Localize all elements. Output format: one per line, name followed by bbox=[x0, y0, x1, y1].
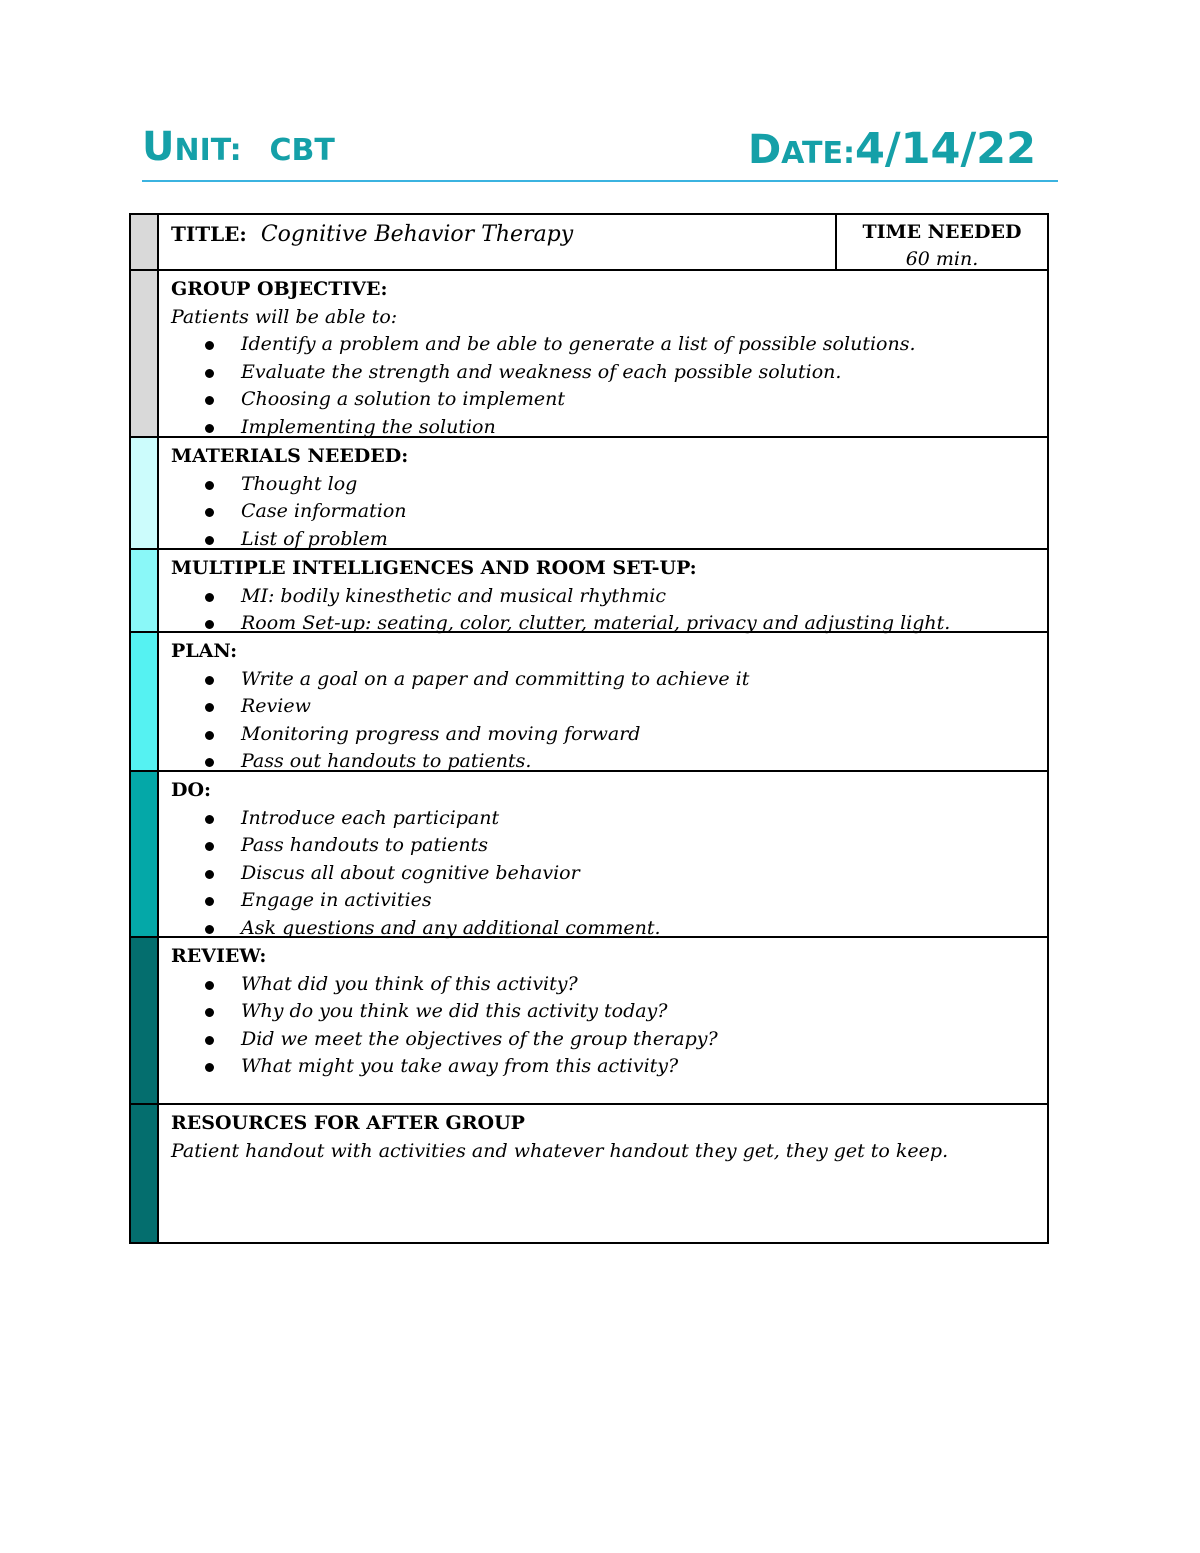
resources-label: RESOURCES FOR AFTER GROUP bbox=[171, 1112, 525, 1134]
plan-label: PLAN: bbox=[171, 640, 238, 662]
objective-intro: Patients will be able to: bbox=[171, 305, 398, 328]
list-item: What did you think of this activity? bbox=[241, 971, 1047, 999]
plan-row bbox=[131, 631, 1047, 770]
review-row bbox=[131, 936, 1047, 1103]
list-item: Pass handouts to patients bbox=[241, 832, 1047, 860]
do-label: DO: bbox=[171, 779, 212, 801]
title-value: Cognitive Behavior Therapy bbox=[260, 222, 574, 247]
do-row bbox=[131, 770, 1047, 939]
row-stripe bbox=[131, 1105, 159, 1242]
do-list bbox=[171, 805, 1047, 943]
objective-list bbox=[171, 331, 1047, 441]
materials-label: MATERIALS NEEDED: bbox=[171, 445, 409, 467]
list-item: Why do you think we did this activity today? bbox=[241, 998, 1047, 1026]
unit-value: CBT bbox=[269, 133, 335, 168]
list-item: Room Set-up: seating, color, clutter, material, privacy and adjusting light. bbox=[241, 610, 1047, 638]
date-heading: DATE:4/14/22 bbox=[747, 124, 1036, 174]
row-stripe bbox=[131, 633, 159, 770]
row-stripe bbox=[131, 938, 159, 1103]
objective-label: GROUP OBJECTIVE: bbox=[171, 278, 388, 300]
list-item: Discus all about cognitive behavior bbox=[241, 860, 1047, 888]
materials-list bbox=[171, 471, 1047, 554]
list-item: Thought log bbox=[241, 471, 1047, 499]
resources-text: Patient handout with activities and whatever handout they get, they get to keep. bbox=[171, 1139, 949, 1162]
title-row bbox=[131, 215, 1047, 269]
list-item: List of problem bbox=[241, 526, 1047, 554]
review-label: REVIEW: bbox=[171, 945, 267, 967]
list-item: Introduce each participant bbox=[241, 805, 1047, 833]
list-item: Monitoring progress and moving forward bbox=[241, 721, 1047, 749]
list-item: MI: bodily kinesthetic and musical rhythmic bbox=[241, 583, 1047, 611]
time-needed-label: TIME NEEDED bbox=[862, 221, 1022, 243]
lesson-plan-table bbox=[129, 213, 1049, 1244]
list-item: Identify a problem and be able to generate a list of possible solutions. bbox=[241, 331, 1047, 359]
mi-list bbox=[171, 583, 1047, 638]
list-item: Choosing a solution to implement bbox=[241, 386, 1047, 414]
time-needed-box bbox=[835, 215, 1047, 269]
list-item: Review bbox=[241, 693, 1047, 721]
row-stripe bbox=[131, 550, 159, 631]
plan-list bbox=[171, 666, 1047, 776]
row-stripe bbox=[131, 772, 159, 936]
review-list bbox=[171, 971, 1047, 1081]
objective-row bbox=[131, 269, 1047, 436]
list-item: Implementing the solution bbox=[241, 414, 1047, 442]
mi-label: MULTIPLE INTELLIGENCES AND ROOM SET-UP: bbox=[171, 557, 697, 579]
materials-row bbox=[131, 436, 1047, 548]
date-value: 4/14/22 bbox=[854, 124, 1036, 174]
list-item: Case information bbox=[241, 498, 1047, 526]
list-item: What might you take away from this activity? bbox=[241, 1053, 1047, 1081]
row-stripe bbox=[131, 215, 159, 269]
mi-row bbox=[131, 548, 1047, 634]
resources-row bbox=[131, 1103, 1047, 1242]
unit-heading: UNIT: CBT bbox=[142, 124, 335, 170]
list-item: Ask questions and any additional comment. bbox=[241, 915, 1047, 943]
time-needed-value: 60 min. bbox=[905, 248, 979, 270]
row-stripe bbox=[131, 271, 159, 436]
list-item: Pass out handouts to patients. bbox=[241, 748, 1047, 776]
list-item: Engage in activities bbox=[241, 887, 1047, 915]
page-header bbox=[142, 118, 1058, 182]
row-stripe bbox=[131, 438, 159, 548]
list-item: Did we meet the objectives of the group therapy? bbox=[241, 1026, 1047, 1054]
list-item: Evaluate the strength and weakness of each possible solution. bbox=[241, 359, 1047, 387]
list-item: Write a goal on a paper and committing to achieve it bbox=[241, 666, 1047, 694]
title-label: TITLE: bbox=[171, 222, 247, 246]
